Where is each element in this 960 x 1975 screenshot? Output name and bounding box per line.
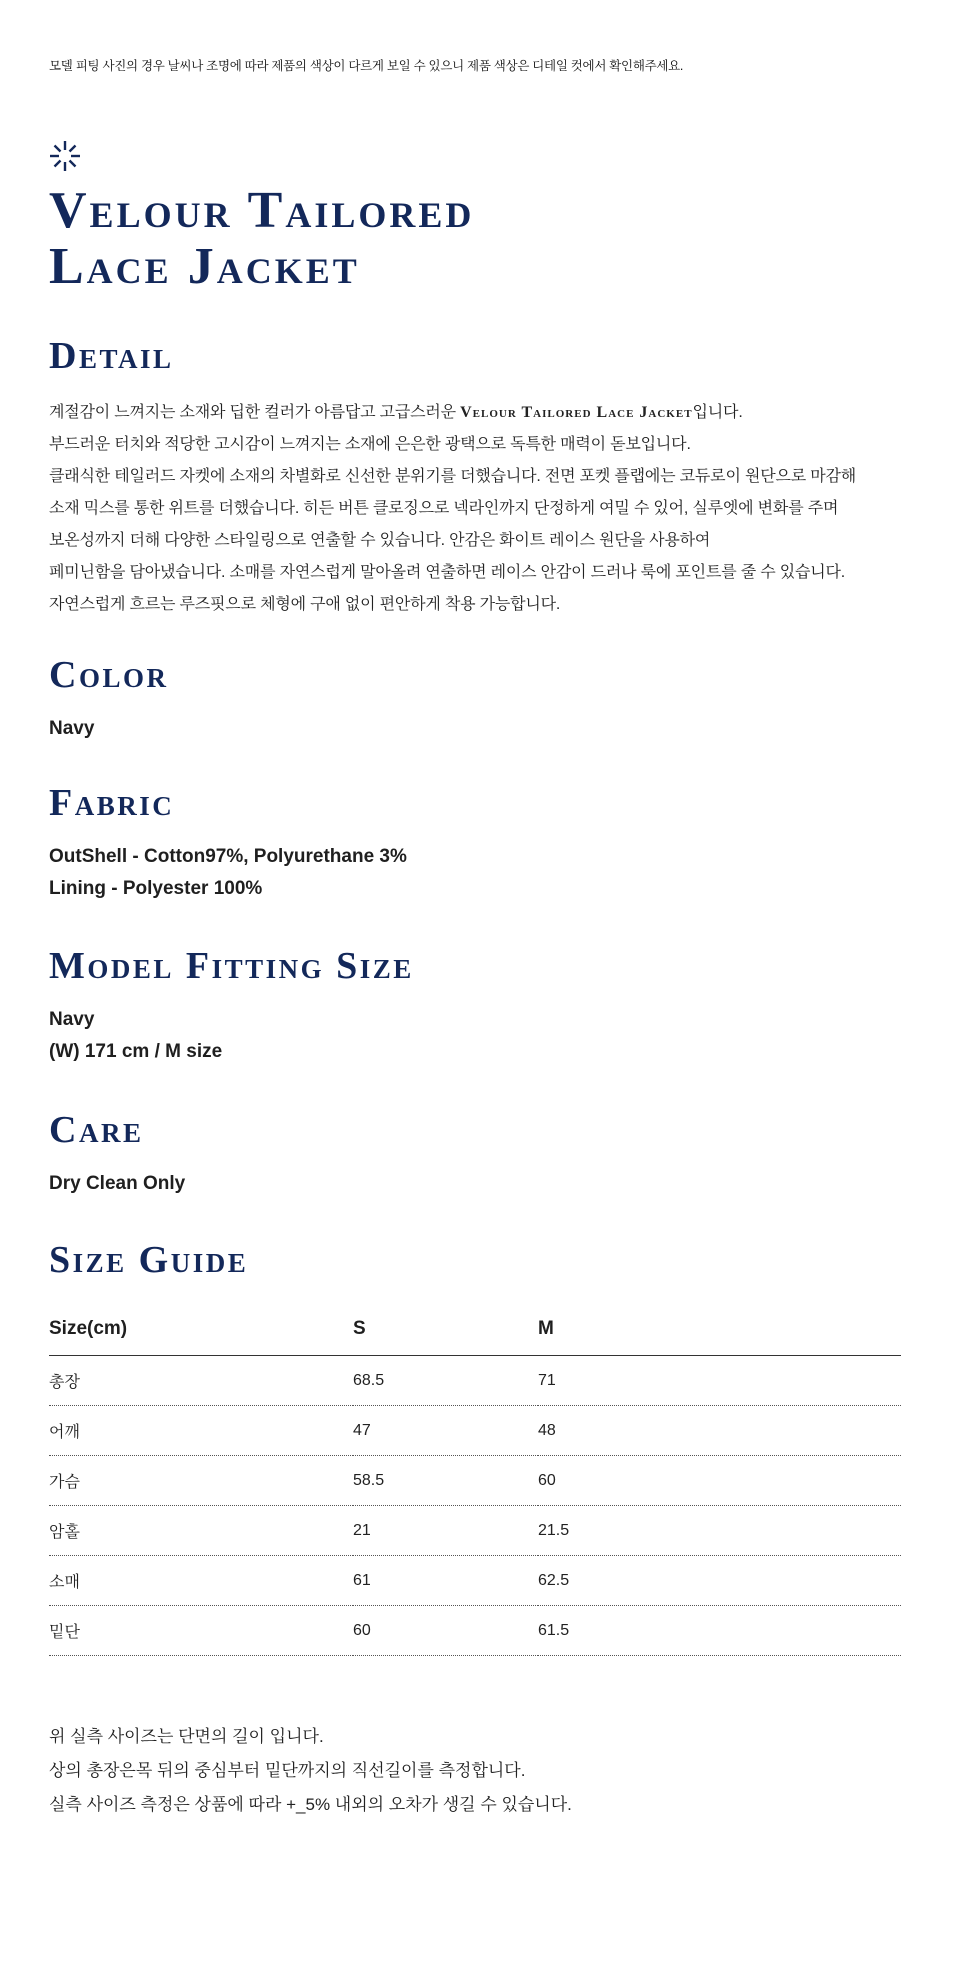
detail-product-name: Velour Tailored Lace Jacket [460,404,693,421]
care-value: Dry Clean Only [49,1173,186,1194]
table-row [49,1356,901,1406]
detail-line: 부드러운 터치와 적당한 고시감이 느껴지는 소재에 은은한 광택으로 독특한 매력이 돋보입니다. [49,436,691,453]
detail-line: 페미닌함을 담아냈습니다. 소매를 자연스럽게 말아올려 연출하면 레이스 안감이 드러나 룩에 포인트를 줄 수 있습니다. [49,564,845,581]
size-m-value: 48 [538,1406,901,1456]
care-heading: Care [49,1109,144,1151]
color-value: Navy [49,718,95,739]
size-m-value: 71 [538,1356,901,1406]
note-line: 상의 총장은목 뒤의 중심부터 밑단까지의 직선길이를 측정합니다. [49,1761,526,1780]
model-fitting-heading: Model Fitting Size [49,945,414,987]
detail-line-1-post: 입니다. [692,404,743,421]
size-m-value: 61.5 [538,1606,901,1656]
measurement-notes [49,1720,572,1822]
size-measure-label: 밑단 [49,1606,353,1656]
table-row [49,1506,901,1556]
detail-line: 소재 믹스를 통한 위트를 더했습니다. 히든 버튼 클로징으로 넥라인까지 단정하게 여밀 수 있어, 실루엣에 변화를 주며 [49,500,839,517]
detail-line: 자연스럽게 흐르는 루즈핏으로 체형에 구애 없이 편안하게 착용 가능합니다. [49,596,561,613]
size-s-value: 47 [353,1406,538,1456]
table-row [49,1456,901,1506]
size-s-value: 21 [353,1506,538,1556]
product-title [49,183,474,295]
fabric-heading: Fabric [49,782,175,824]
asterisk-star-icon [49,140,81,172]
size-guide-heading: Size Guide [49,1239,249,1281]
detail-line [49,397,856,429]
color-info [49,713,94,745]
model-fitting-color: Navy [49,1009,95,1030]
size-s-value: 61 [353,1556,538,1606]
size-m-value: 62.5 [538,1556,901,1606]
color-heading: Color [49,654,169,696]
size-table-header-row [49,1303,901,1356]
size-measure-label: 소매 [49,1556,353,1606]
size-col-header: S [353,1303,538,1356]
table-row [49,1556,901,1606]
size-table [49,1303,901,1656]
size-measure-label: 어깨 [49,1406,353,1456]
size-m-value: 60 [538,1456,901,1506]
size-s-value: 68.5 [353,1356,538,1406]
size-s-value: 60 [353,1606,538,1656]
table-row [49,1606,901,1656]
fabric-outshell: OutShell - Cotton97%, Polyurethane 3% [49,846,407,867]
size-measure-label: 암홀 [49,1506,353,1556]
detail-line: 보온성까지 더해 다양한 스타일링으로 연출할 수 있습니다. 안감은 화이트 레이스 원단을 사용하여 [49,532,711,549]
size-measure-label: 가슴 [49,1456,353,1506]
size-m-value: 21.5 [538,1506,901,1556]
fabric-info [49,841,407,905]
product-title-line-2: Lace Jacket [49,238,360,295]
size-s-value: 58.5 [353,1456,538,1506]
model-fitting-info [49,1004,222,1068]
note-line: 실측 사이즈 측정은 상품에 따라 +_5% 내외의 오차가 생길 수 있습니다. [49,1795,572,1814]
color-notice: 모델 피팅 사진의 경우 날씨나 조명에 따라 제품의 색상이 다르게 보일 수 있으니 제품 색상은 디테일 컷에서 확인해주세요. [49,59,684,73]
size-col-header: M [538,1303,901,1356]
detail-description [49,397,856,621]
product-title-line-1: Velour Tailored [49,182,475,239]
table-row [49,1406,901,1456]
note-line: 위 실측 사이즈는 단면의 길이 입니다. [49,1727,324,1746]
detail-line: 클래식한 테일러드 자켓에 소재의 차별화로 신선한 분위기를 더했습니다. 전면 포켓 플랩에는 코듀로이 원단으로 마감해 [49,468,856,485]
fabric-lining: Lining - Polyester 100% [49,878,263,899]
care-info [49,1168,185,1200]
model-fitting-size: (W) 171 cm / M size [49,1041,223,1062]
detail-line-1-pre: 계절감이 느껴지는 소재와 딥한 컬러가 아름답고 고급스러운 [49,404,461,421]
size-col-header: Size(cm) [49,1303,353,1356]
size-measure-label: 총장 [49,1356,353,1406]
detail-heading: Detail [49,335,174,377]
